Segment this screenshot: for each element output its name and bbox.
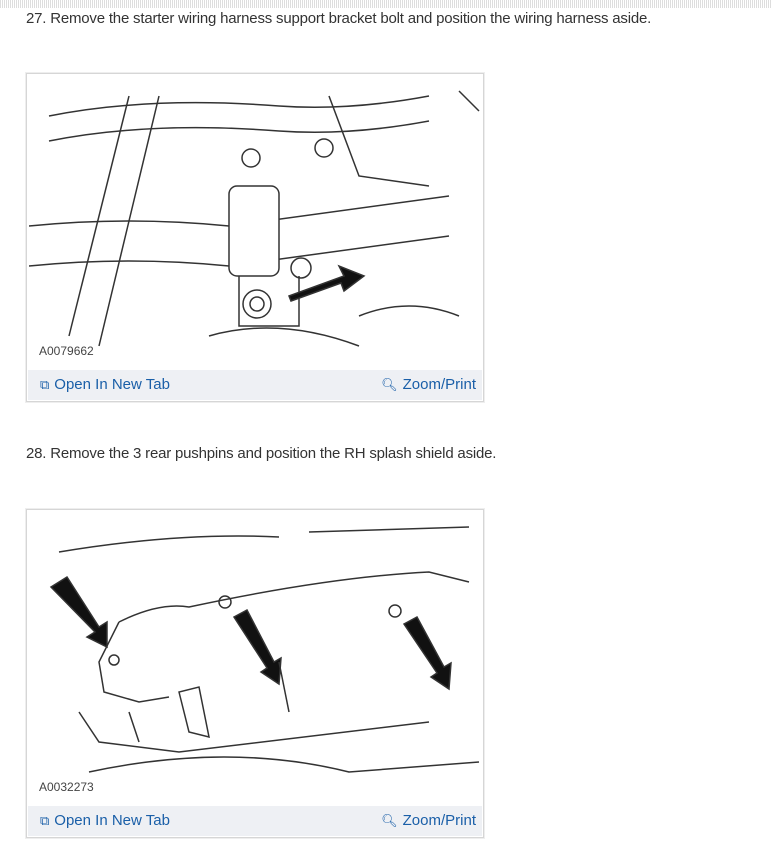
zoom-print-label: Zoom/Print (402, 812, 476, 829)
open-in-new-tab-link[interactable] (40, 812, 170, 829)
open-in-new-tab-link[interactable] (40, 376, 170, 393)
figure-toolbar (28, 806, 482, 836)
magnifier-plus-icon: 🔍︎ (381, 376, 398, 392)
open-in-new-tab-icon: ⧉ (40, 812, 50, 828)
splash-shield-illustration (29, 512, 481, 804)
step-27-text: 27. Remove the starter wiring harness support bracket bolt and position the wiring harness aside. (26, 10, 652, 27)
step-28-text: 28. Remove the 3 rear pushpins and position the RH splash shield aside. (26, 445, 497, 462)
zoom-print-link[interactable] (381, 812, 476, 829)
figure-step-27 (26, 73, 484, 402)
figure-id: A0032273 (39, 780, 94, 794)
zoom-print-label: Zoom/Print (402, 376, 476, 393)
figure-step-28 (26, 509, 484, 838)
open-in-new-tab-icon: ⧉ (40, 376, 50, 392)
starter-harness-illustration (29, 76, 481, 368)
top-dotted-divider (0, 0, 771, 8)
open-in-new-tab-label: Open In New Tab (54, 812, 170, 829)
figure-id: A0079662 (39, 344, 94, 358)
open-in-new-tab-label: Open In New Tab (54, 376, 170, 393)
zoom-print-link[interactable] (381, 376, 476, 393)
figure-toolbar (28, 370, 482, 400)
magnifier-plus-icon: 🔍︎ (381, 812, 398, 828)
